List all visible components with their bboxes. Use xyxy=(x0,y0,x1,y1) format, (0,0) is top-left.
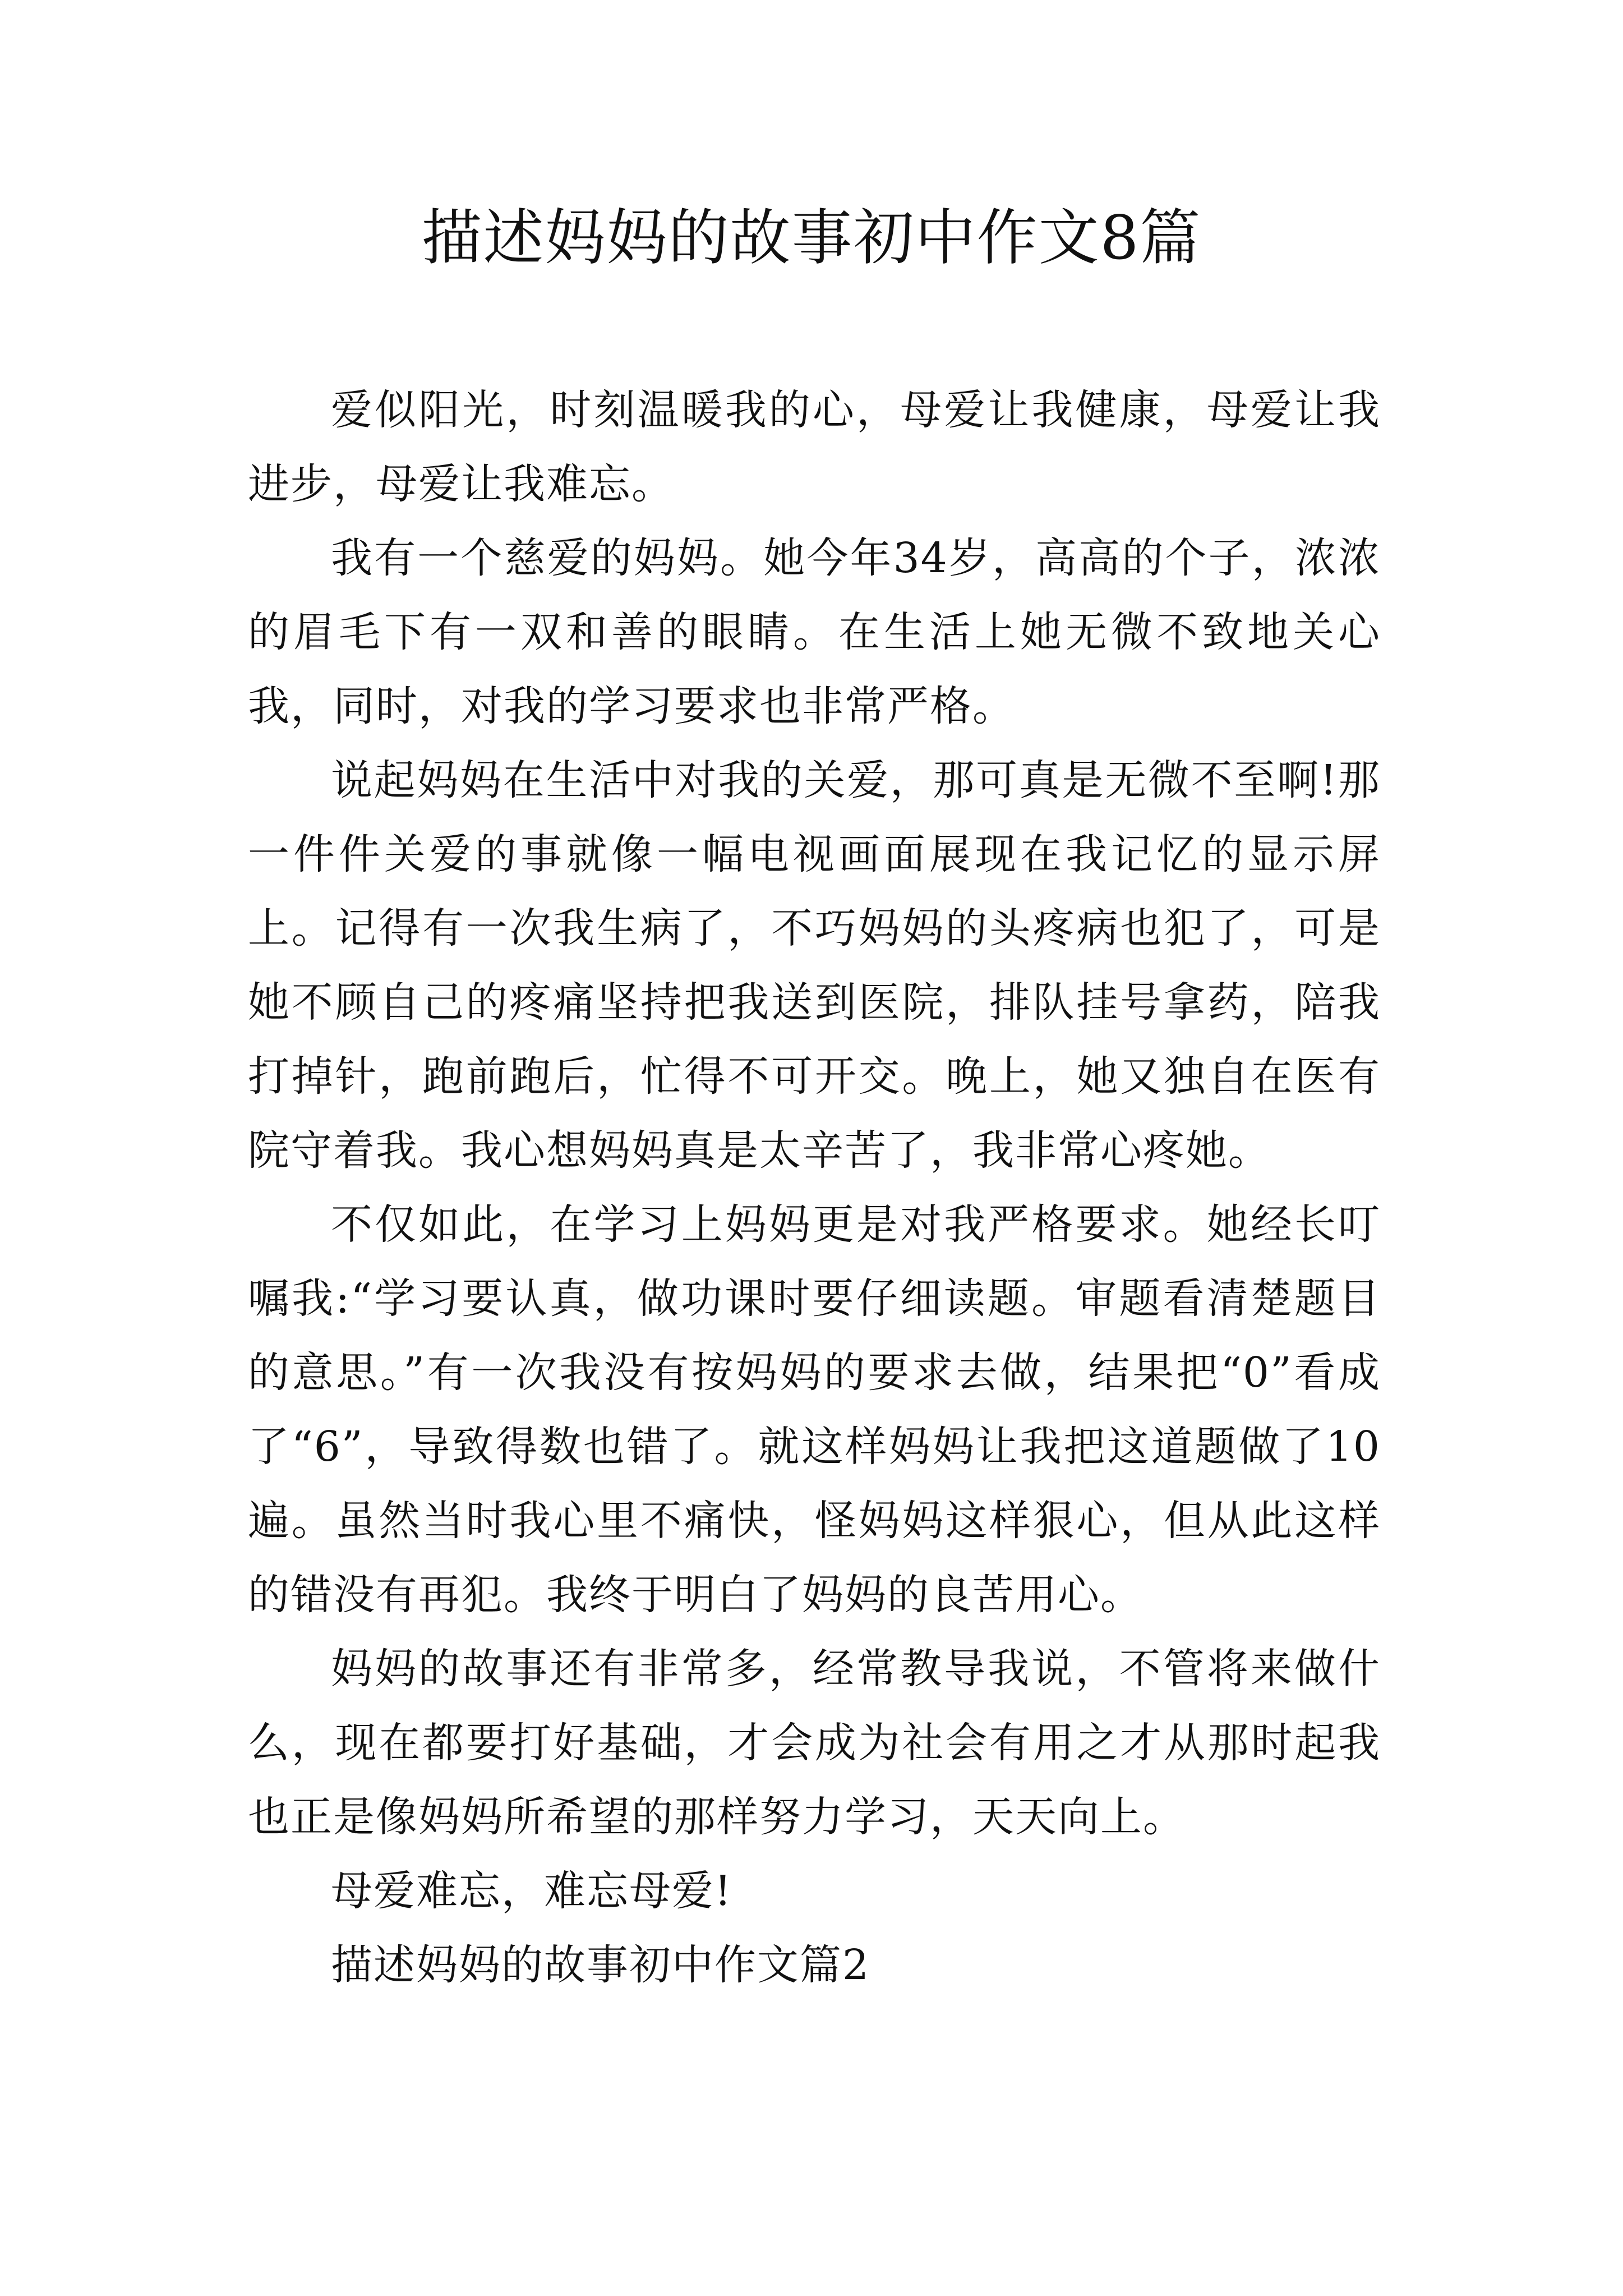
paragraph-care-in-life: 说起妈妈在生活中对我的关爱，那可真是无微不至啊!那一件件关爱的事就像一幅电视画面展现在我记忆的显示屏上。记得有一次我生病了，不巧妈妈的头疼病也犯了，可是她不顾自己的疼痛坚持把我送到医院，排队挂号拿药，陪我打掉针，跑前跑后，忙得不可开交。晚上，她又独自在医有院守着我。我心想妈妈真是太辛苦了，我非常心疼她。 xyxy=(248,756,1381,1175)
section-heading-part-2: 描述妈妈的故事初中作文篇2 xyxy=(331,1941,870,1989)
paragraph-strict-in-study: 不仅如此，在学习上妈妈更是对我严格要求。她经长叮嘱我:“学习要认真，做功课时要仔细读题。审题看清楚题目的意思。”有一次我没有按妈妈的要求去做，结果把“0”看成了“6”，导致得数也错了。就这样妈妈让我把这道题做了10遍。虽然当时我心里不痛快，怪妈妈这样狠心，但从此这样的错没有再犯。我终于明白了妈妈的良苦用心。 xyxy=(248,1200,1381,1619)
paragraph-conclusion: 母爱难忘，难忘母爱! xyxy=(331,1867,732,1915)
document-body xyxy=(248,373,1381,2002)
paragraph-mother-description: 我有一个慈爱的妈妈。她今年34岁，高高的个子，浓浓的眉毛下有一双和善的眼睛。在生活上她无微不致地关心我，同时，对我的学习要求也非常严格。 xyxy=(248,534,1381,730)
paragraph-intro: 爱似阳光，时刻温暖我的心，母爱让我健康，母爱让我进步，母爱让我难忘。 xyxy=(248,386,1381,508)
paragraph-teaching: 妈妈的故事还有非常多，经常教导我说，不管将来做什么，现在都要打好基础，才会成为社会有用之才从那时起我也正是像妈妈所希望的那样努力学习，天天向上。 xyxy=(248,1645,1381,1841)
document-title: 描述妈妈的故事初中作文8篇 xyxy=(421,203,1202,273)
